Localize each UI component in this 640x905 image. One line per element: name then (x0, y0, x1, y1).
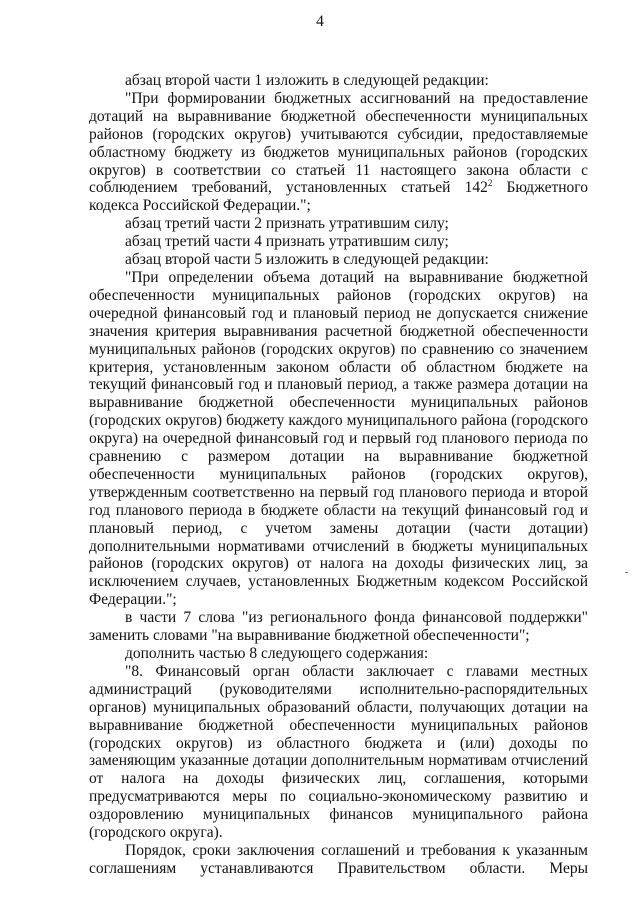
article-superscript: 2 (487, 178, 493, 189)
paragraph: абзац третий части 2 признать утратившим силу; (125, 215, 449, 233)
document-body (89, 72, 588, 878)
paragraph-quoted-dotation-volume: "При определении объема дотаций на выравнивание бюджетной обеспеченности муниципальных районов (городских округов) на очередной финансовый год и плановый период не допускается снижение значения критерия выравнивания расчетной бюджетной обеспеченности муниципальных районов (городских округов) по сравнению со значением критерия, установленным законом области об областном бюджете на текущий финансовый год и плановый период, а также размера дотации на выравнивание бюджетной обеспеченности муниципальных районов (городских округов) бюджету каждого муниципального района (городского округа) на очередной финансовый год и первый год планового периода по сравнению с размером дотации на выравнивание бюджетной обеспеченности муниципальных районов (городских округов), утвержденным соответственно на первый год планового периода и второй год планового периода в бюджете области на текущий финансовый год и плановый период, с учетом замены дотации (части дотации) дополнительными нормативами отчислений в бюджеты муниципальных районов (городских округов) от налога на доходы физических лиц, за исключением случаев, установленных Бюджетным кодексом Российской Федерации."; (89, 268, 588, 609)
paragraph: абзац второй части 1 изложить в следующей редакции: (125, 72, 489, 89)
paragraph: дополнить частью 8 следующего содержания: (125, 645, 429, 662)
paragraph: абзац третий части 4 признать утратившим силу; (125, 233, 449, 251)
paragraph-quoted-part-8: "8. Финансовый орган области заключает с главами местных администраций (руководителями исполнительно-распорядительных органов) муниципальных образований области, получающих дотации на выравнивание бюджетной обеспеченности муниципальных районов (городских округов) из областного бюджета и (или) доходы по заменяющим указанные дотации дополнительным нормативам отчислений от налога на доходы физических лиц, соглашения, которыми предусматриваются меры по социально-экономическому развитию и оздоровлению муниципальных финансов муниципального района (городского округа). (89, 662, 588, 842)
paragraph-text: "При формировании бюджетных ассигнований на предоставление дотаций на выравнивание бюджетной обеспеченности муниципальных районов (городских округов) учитываются субсидии, предоставляемые областному бюджету из бюджетов муниципальных районов (городских округов) в соответствии со статьей 11 настоящего закона области с соблюдением требований, установленных статьей 142 (89, 89, 588, 197)
paragraph: абзац второй части 5 изложить в следующей редакции: (125, 251, 489, 269)
paragraph-last: Порядок, сроки заключения соглашений и требования к указанным соглашениям устанавливаются Правительством области. Меры (89, 841, 588, 877)
paragraph: в части 7 слова "из регионального фонда финансовой поддержки" заменить словами "на выравнивание бюджетной обеспеченности"; (89, 609, 588, 645)
paragraph-text-tail: Бюджетного кодекса Российской Федерации."; (89, 179, 588, 215)
page-number: 4 (316, 13, 324, 30)
scan-mark (625, 572, 628, 573)
paragraph-quoted-budget-allocation (89, 90, 588, 215)
